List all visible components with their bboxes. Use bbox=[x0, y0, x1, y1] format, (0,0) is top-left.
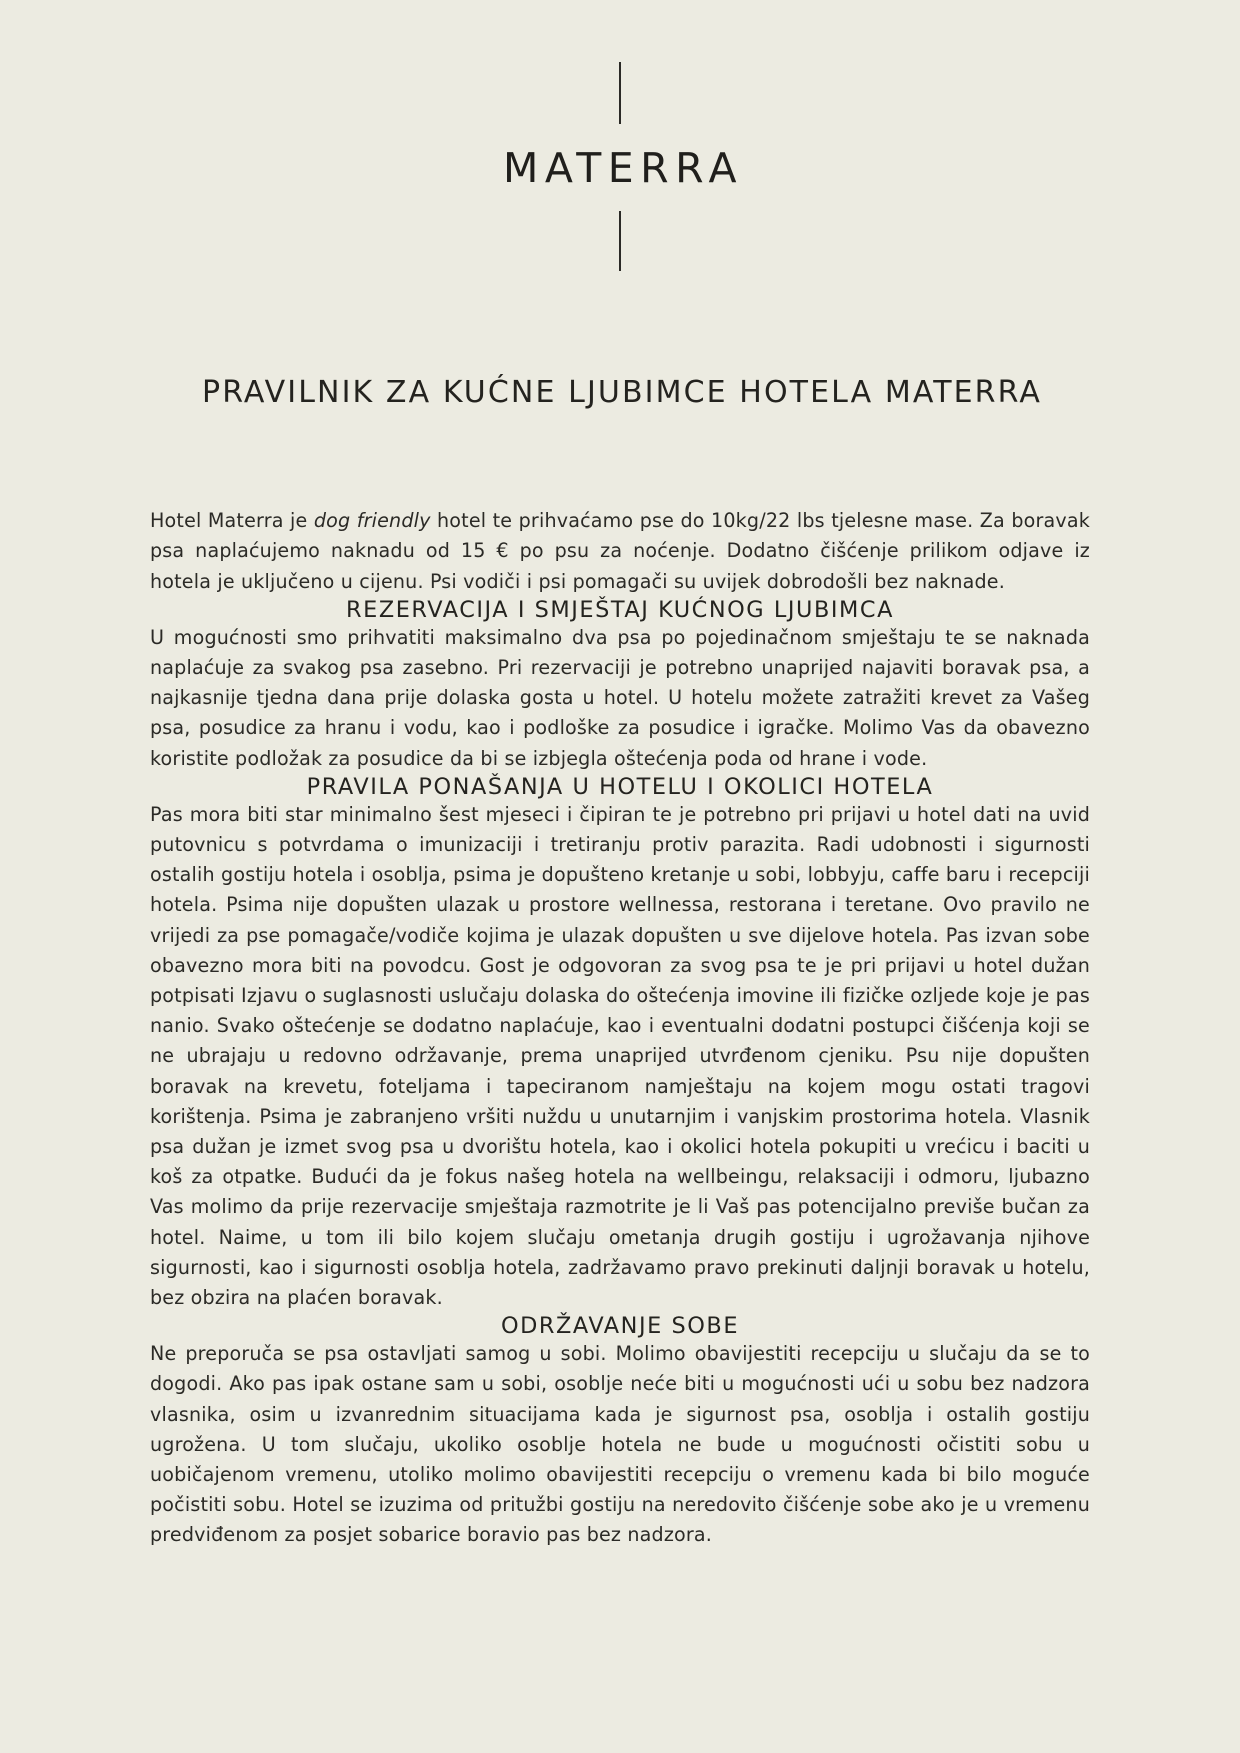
vertical-rule-top-icon bbox=[619, 62, 621, 124]
intro-text-after: hotel te prihvaćamo pse do 10kg/22 lbs tjelesne mase. Za boravak psa naplaćujemo naknadu od 15 € po psu za noćenje. Dodatno čišćenje prilikom odjave iz hotela je uključeno u cijenu. Psi vodiči i psi pomagači su uvijek dobrodošli bez naknade. bbox=[150, 509, 1091, 593]
section-heading-room-upkeep: ODRŽAVANJE SOBE bbox=[500, 1313, 740, 1340]
brand-header bbox=[0, 0, 1240, 271]
section-body-house-rules: Pas mora biti star minimalno šest mjeseci i čipiran te je potrebno pri prijavi u hotel dati na uvid putovnicu s potvrdama o imunizaciji i tretiranju protiv parazita. Radi udobnosti i sigurnosti ostalih gostiju hotela i osoblja, psima je dopušteno kretanje u sobi, lobbyju, caffe baru i recepciji hotela. Psima nije dopušten ulazak u prostore wellnessa, restorana i teretane. Ovo pravilo ne vrijedi za pse pomagače/vodiče kojima je ulazak dopušten u sve dijelove hotela. Pas izvan sobe obavezno mora biti na povodcu. Gost je odgovoran za svog psa te je pri prijavi u hotel dužan potpisati Izjavu o suglasnosti uslučaju dolaska do oštećenja imovine ili fizičke ozljede koje je pas nanio. Svako oštećenje se dodatno naplaćuje, kao i eventualni dodatni postupci čišćenja koji se ne ubrajaju u redovno održavanje, prema unaprijed utvrđenom cjeniku. Psu nije dopušten boravak na krevetu, foteljama i tapeciranom namještaju na kojem mogu ostati tragovi korištenja. Psima je zabranjeno vršiti nuždu u unutarnjim i vanjskim prostorima hotela. Vlasnik psa dužan je izmet svog psa u dvorištu hotela, kao i okolici hotela pokupiti u vrećicu i baciti u koš za otpatke. Budući da je fokus našeg hotela na wellbeingu, relaksaciji i odmoru, ljubazno Vas molimo da prije rezervacije smještaja razmotrite je li Vaš pas potencijalno previše bučan za hotel. Naime, u tom ili bilo kojem slučaju ometanja drugih gostiju i ugrožavanja njihove sigurnosti, kao i sigurnosti osoblja hotela, zadržavamo pravo prekinuti daljnji boravak u hotelu, bez obzira na plaćen boravak. bbox=[150, 802, 1090, 1310]
section-body-reservation: U mogućnosti smo prihvatiti maksimalno dva psa po pojedinačnom smještaju te se naknada naplaćuje za svakog psa zasebno. Pri rezervaciji je potrebno unaprijed najaviti boravak psa, a najkasnije tjedna dana prije dolaska gosta u hotel. U hotelu možete zatražiti krevet za Vašeg psa, posudice za hranu i vodu, kao i podloške za posudice i igračke. Molimo Vas da obavezno koristite podložak za posudice da bi se izbjegla oštećenja poda od hrane i vode. bbox=[150, 625, 1090, 770]
intro-paragraph bbox=[150, 506, 1090, 597]
intro-text-before: Hotel Materra je bbox=[150, 509, 314, 533]
section-heading-reservation: REZERVACIJA I SMJEŠTAJ KUĆNOG LJUBIMCA bbox=[346, 596, 894, 623]
page-title: PRAVILNIK ZA KUĆNE LJUBIMCE HOTELA MATERRA bbox=[202, 375, 1042, 411]
section-heading-house-rules: PRAVILA PONAŠANJA U HOTELU I OKOLICI HOTELA bbox=[306, 773, 934, 800]
section-body-room-upkeep: Ne preporuča se psa ostavljati samog u sobi. Molimo obavijestiti recepciju u slučaju da se to dogodi. Ako pas ipak ostane sam u sobi, osoblje neće biti u mogućnosti ući u sobu bez nadzora vlasnika, osim u izvanrednim situacijama kada je sigurnost psa, osoblja i ostalih gostiju ugrožena. U tom slučaju, ukoliko osoblje hotela ne bude u mogućnosti očistiti sobu u uobičajenom vremenu, utoliko molimo obavijestiti recepciju o vremenu kada bi bilo moguće počistiti sobu. Hotel se izuzima od pritužbi gostiju na neredovito čišćenje sobe ako je u vremenu predviđenom za posjet sobarice boravio pas bez nadzora. bbox=[150, 1342, 1090, 1547]
intro-emphasis: dog friendly bbox=[313, 509, 431, 533]
brand-name: MATERRA bbox=[502, 144, 744, 192]
document-content bbox=[150, 430, 1090, 1551]
vertical-rule-bottom-icon bbox=[619, 211, 621, 271]
